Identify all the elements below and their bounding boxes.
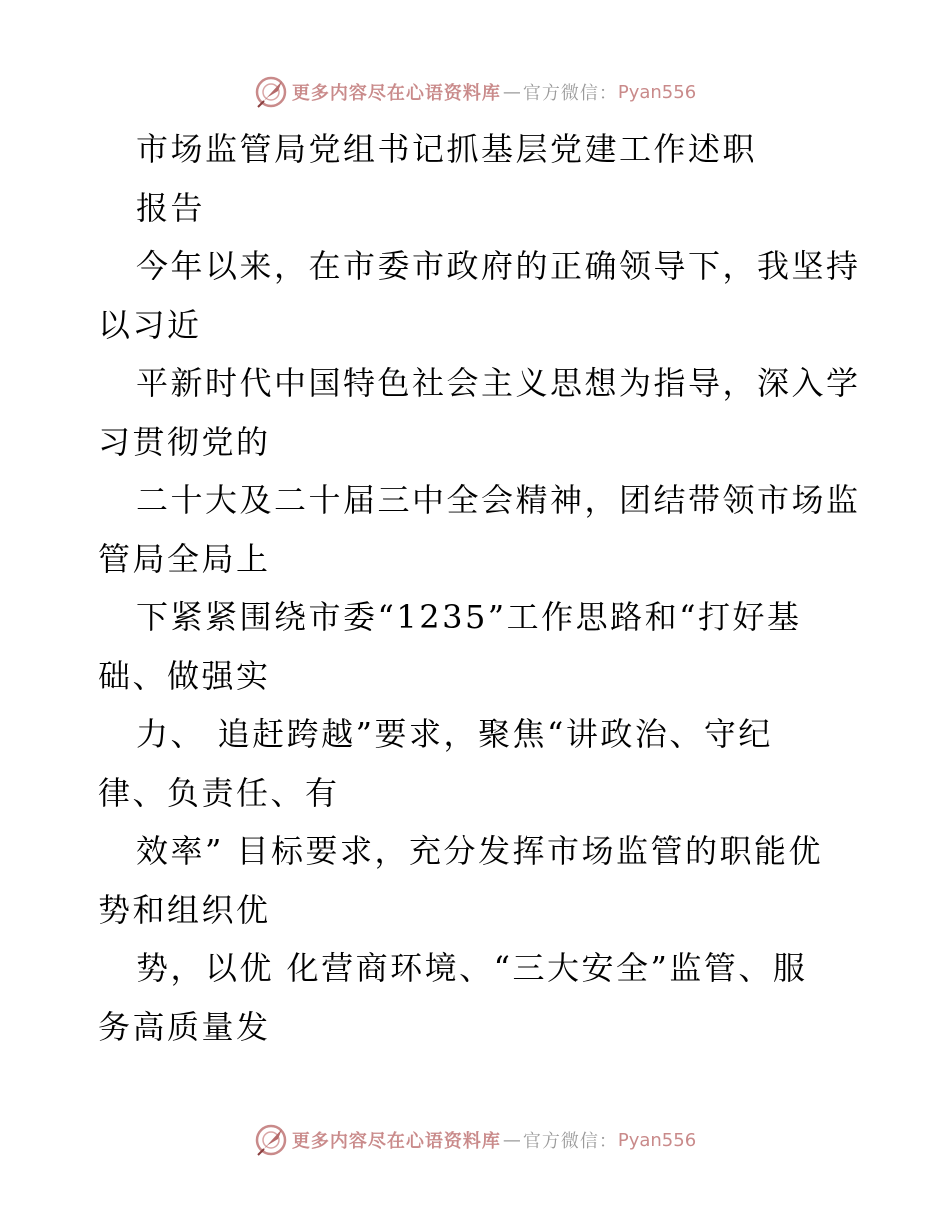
watermark-label: 官方微信： — [522, 1131, 618, 1152]
watermark-dash: — — [502, 81, 521, 103]
paragraph-line: 平新时代中国特色社会主义思想为指导，深入学 — [136, 364, 861, 402]
watermark-label: 官方微信： — [522, 83, 618, 104]
watermark-name: 更多内容尽在心语资料库 — [291, 1131, 501, 1152]
header-watermark — [0, 72, 950, 112]
document-title-line: 市场监管局党组书记抓基层党建工作述职 — [136, 130, 758, 168]
paragraph-line: 以习近 — [98, 305, 202, 344]
paragraph-line: 律、负责任、有 — [98, 773, 340, 812]
quill-logo-icon — [254, 1123, 288, 1157]
paragraph-line: 势，以优 化营商环境、“三大安全”监管、服 — [136, 949, 808, 987]
paragraph-line: 力、 追赶跨越”要求，聚焦“讲政治、守纪 — [136, 715, 773, 753]
quill-logo-icon — [254, 75, 288, 109]
watermark-name: 更多内容尽在心语资料库 — [291, 83, 501, 104]
paragraph-line: 管局全局上 — [98, 539, 271, 578]
paragraph-line: 习贯彻党的 — [98, 422, 271, 461]
document-title-line: 报告 — [136, 188, 206, 227]
paragraph-line: 今年以来，在市委市政府的正确领导下，我坚持 — [136, 247, 861, 285]
footer-watermark — [0, 1120, 950, 1160]
paragraph-line: 效率” 目标要求，充分发挥市场监管的职能优 — [136, 832, 824, 870]
paragraph-line: 势和组织优 — [98, 890, 271, 929]
watermark-id: Pyan556 — [617, 1129, 697, 1151]
document-body — [98, 120, 861, 1056]
watermark-id: Pyan556 — [617, 81, 697, 103]
paragraph-line: 下紧紧围绕市委“1235”工作思路和“打好基 — [136, 598, 802, 636]
paragraph-line: 务高质量发 — [98, 1007, 271, 1046]
paragraph-line: 础、做强实 — [98, 656, 271, 695]
watermark-dash: — — [502, 1129, 521, 1151]
paragraph-line: 二十大及二十届三中全会精神，团结带领市场监 — [136, 481, 861, 519]
